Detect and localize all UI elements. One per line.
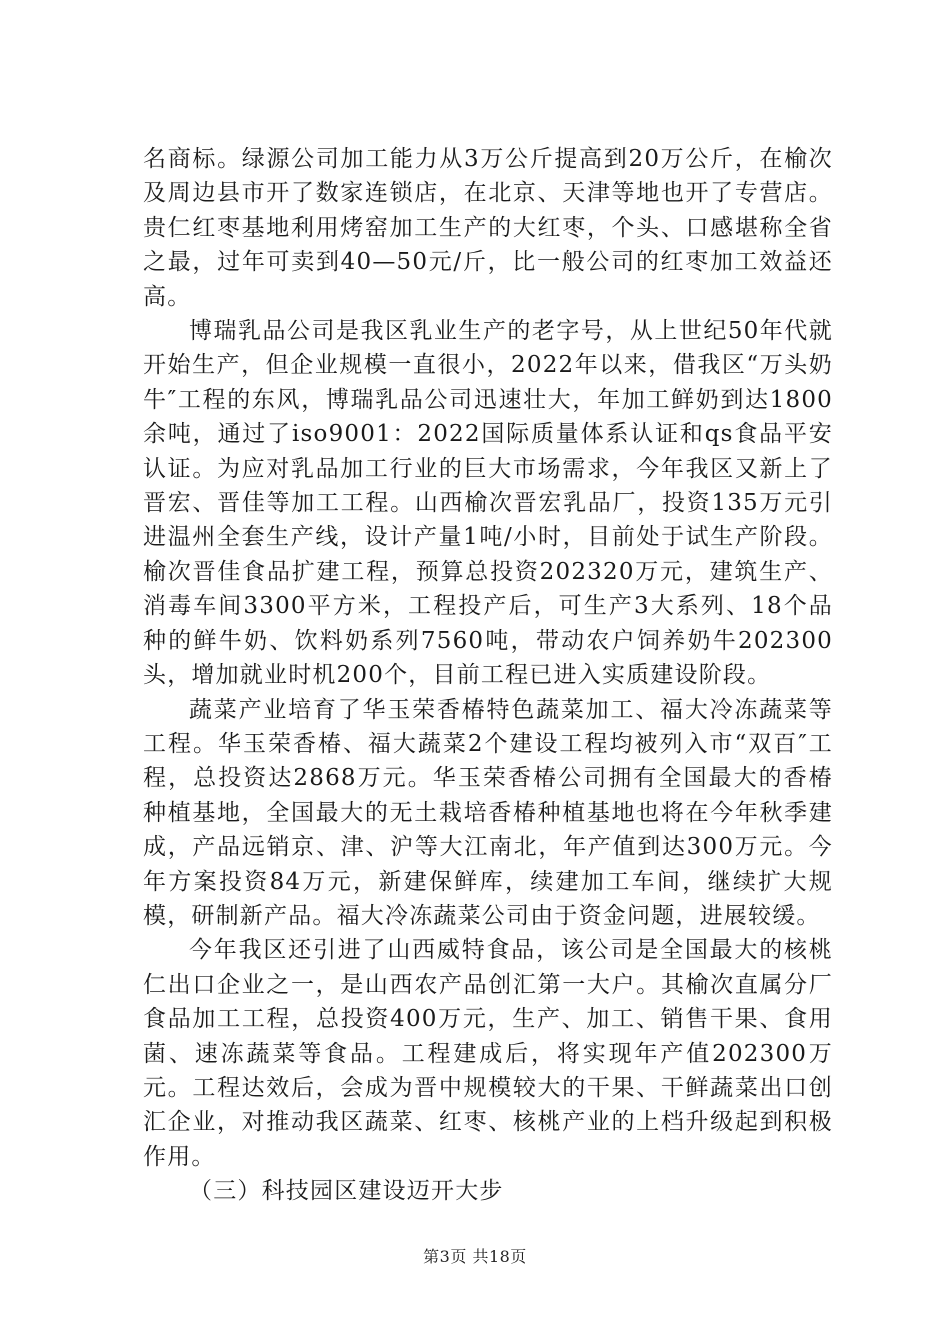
paragraph-weite-food: 今年我区还引进了山西威特食品，该公司是全国最大的核桃仁出口企业之一，是山西农产品创汇第一大户。其榆次直属分厂食品加工工程，总投资400万元，生产、加工、销售干果、食用菌、速冻蔬菜等食品。工程建成后，将实现年产值202300万元。工程达效后，会成为晋中规模较大的干果、干鲜蔬菜出口创汇企业，对推动我区蔬菜、红枣、核桃产业的上档升级起到积极作用。 xyxy=(143,937,833,1170)
paragraph-borui-dairy: 博瑞乳品公司是我区乳业生产的老字号，从上世纪50年代就开始生产，但企业规模一直很小，2022年以来，借我区“万头奶牛″工程的东风，博瑞乳品公司迅速壮大，年加工鲜奶到达1800余吨，通过了iso9001：2022国际质量体系认证和qs食品平安认证。为应对乳品加工行业的巨大市场需求，今年我区又新上了晋宏、晋佳等加工工程。山西榆次晋宏乳品厂，投资135万元引进温州全套生产线，设计产量1吨/小时，目前处于试生产阶段。榆次晋佳食品扩建工程，预算总投资202320万元，建筑生产、消毒车间3300平方米，工程投产后，可生产3大系列、18个品种的鲜牛奶、饮料奶系列7560吨，带动农户饲养奶牛202300头，增加就业时机200个，目前工程已进入实质建设阶段。 xyxy=(143,318,833,689)
paragraph-vegetable-industry: 蔬菜产业培育了华玉荣香椿特色蔬菜加工、福大冷冻蔬菜等工程。华玉荣香椿、福大蔬菜2个建设工程均被列入市“双百″工程，总投资达2868万元。华玉荣香椿公司拥有全国最大的香椿种植基地，全国最大的无土栽培香椿种植基地也将在今年秋季建成，产品远销京、津、沪等大江南北，年产值到达300万元。今年方案投资84万元，新建保鲜库，续建加工车间，继续扩大规模，研制新产品。福大冷冻蔬菜公司由于资金问题，进展较缓。 xyxy=(143,696,833,929)
paragraph-green-source-company: 名商标。绿源公司加工能力从3万公斤提高到20万公斤，在榆次及周边县市开了数家连锁店，在北京、天津等地也开了专营店。贵仁红枣基地利用烤窑加工生产的大红枣，个头、口感堪称全省之最，过年可卖到40—50元/斤，比一般公司的红枣加工效益还高。 xyxy=(143,146,833,310)
document-page xyxy=(143,142,833,1209)
page-footer: 第3页 共18页 xyxy=(423,1247,527,1266)
section-heading: （三）科技园区建设迈开大步 xyxy=(189,1178,504,1205)
